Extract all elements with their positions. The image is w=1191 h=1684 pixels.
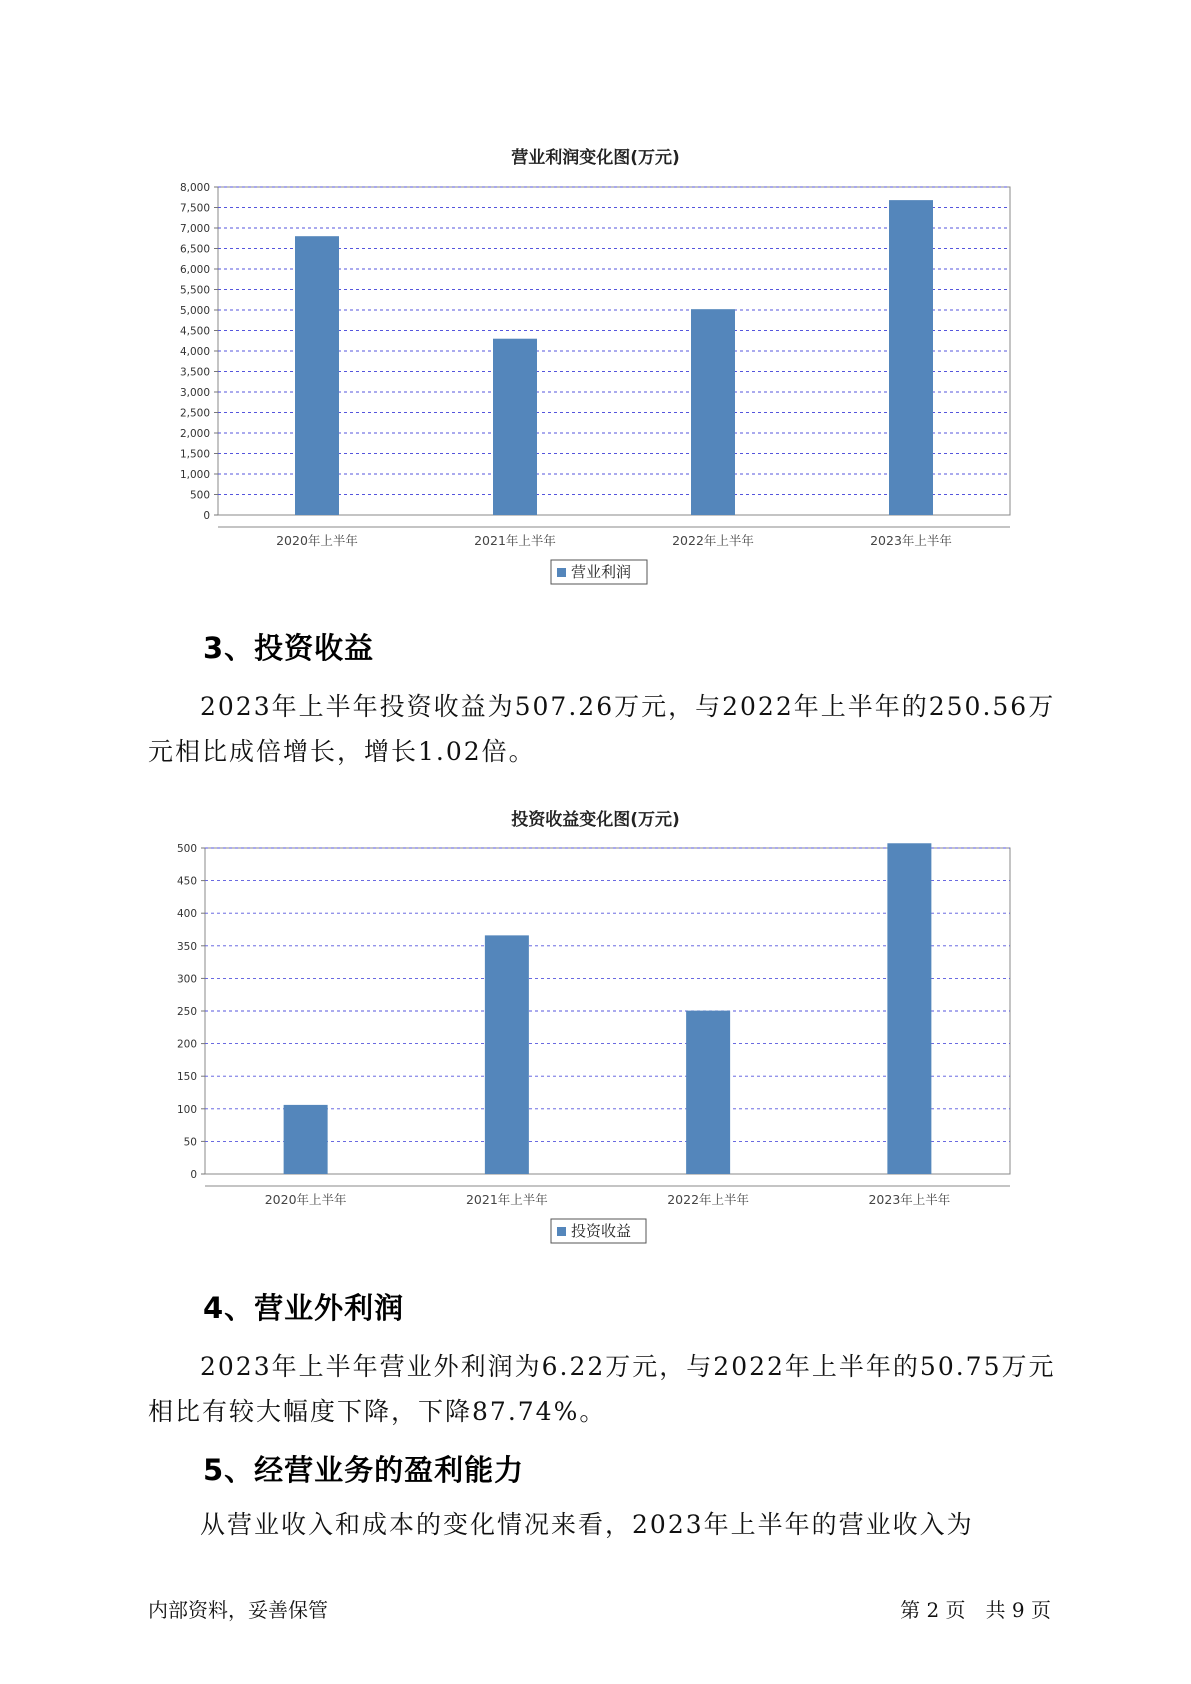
y-tick-label: 6,000 (179, 264, 210, 276)
section-heading-investment-income: 3、投资收益 (203, 631, 375, 665)
y-tick-label: 150 (176, 1071, 197, 1084)
y-tick-label: 50 (183, 1136, 197, 1149)
x-tick-label: 2022年上半年 (667, 1192, 750, 1207)
x-tick-label: 2020年上半年 (276, 533, 358, 548)
bar-2021年上半年 (485, 935, 529, 1174)
legend-swatch (557, 1227, 566, 1236)
y-tick-label: 7,500 (179, 202, 210, 215)
x-tick-label: 2022年上半年 (672, 533, 754, 548)
legend-label: 投资收益 (571, 1222, 632, 1240)
chart-title: 营业利润变化图(万元) (511, 148, 680, 168)
y-tick-label: 5,500 (179, 284, 210, 297)
y-tick-label: 2,000 (179, 428, 210, 440)
y-tick-label: 6,500 (179, 243, 210, 256)
section-heading-profitability: 5、经营业务的盈利能力 (203, 1453, 525, 1487)
non-operating-profit-paragraph: 2023年上半年营业外利润为6.22万元，与2022年上半年的50.75万元相比有较大幅度下降，下降87.74%。 (148, 1352, 1056, 1426)
y-tick-label: 0 (203, 510, 210, 522)
legend (551, 1219, 646, 1243)
y-tick-label: 0 (190, 1169, 197, 1181)
footer-page-number: 第 2 页 共 9 页 (900, 1598, 1051, 1622)
y-tick-label: 4,000 (179, 346, 210, 358)
y-tick-label: 400 (176, 908, 197, 921)
y-tick-label: 3,000 (179, 387, 210, 399)
section-heading-non-operating-profit: 4、营业外利润 (203, 1291, 405, 1325)
y-tick-label: 3,500 (179, 366, 210, 379)
y-tick-label: 350 (176, 940, 197, 953)
y-tick-label: 250 (176, 1006, 197, 1018)
legend-label: 营业利润 (571, 563, 632, 581)
bar-2020年上半年 (284, 1105, 328, 1174)
x-tick-label: 2021年上半年 (465, 1192, 548, 1207)
y-tick-label: 7,000 (179, 223, 210, 235)
profitability-paragraph: 从营业收入和成本的变化情况来看，2023年上半年的营业收入为 (200, 1510, 974, 1539)
bar-2022年上半年 (686, 1011, 730, 1174)
footer-confidential-note: 内部资料，妥善保管 (148, 1598, 328, 1622)
x-tick-label: 2021年上半年 (474, 533, 556, 548)
y-tick-label: 1,000 (179, 469, 210, 481)
y-tick-label: 300 (176, 973, 197, 986)
y-tick-label: 1,500 (179, 448, 210, 461)
x-tick-label: 2023年上半年 (870, 533, 952, 548)
y-tick-label: 4,500 (179, 325, 210, 338)
y-tick-label: 500 (189, 489, 210, 502)
y-tick-label: 200 (176, 1038, 197, 1051)
y-tick-label: 2,500 (179, 407, 210, 420)
y-tick-label: 100 (176, 1103, 197, 1116)
investment-income-paragraph: 2023年上半年投资收益为507.26万元，与2022年上半年的250.56万元相比成倍增长，增长1.02倍。 (148, 692, 1056, 766)
y-tick-label: 450 (176, 875, 197, 888)
bar-2023年上半年 (887, 843, 931, 1174)
chart-title: 投资收益变化图(万元) (511, 810, 680, 830)
y-tick-label: 5,000 (179, 305, 210, 317)
x-tick-label: 2020年上半年 (264, 1192, 347, 1207)
y-tick-label: 500 (176, 843, 197, 855)
y-tick-label: 8,000 (179, 182, 210, 194)
x-tick-label: 2023年上半年 (868, 1192, 951, 1207)
